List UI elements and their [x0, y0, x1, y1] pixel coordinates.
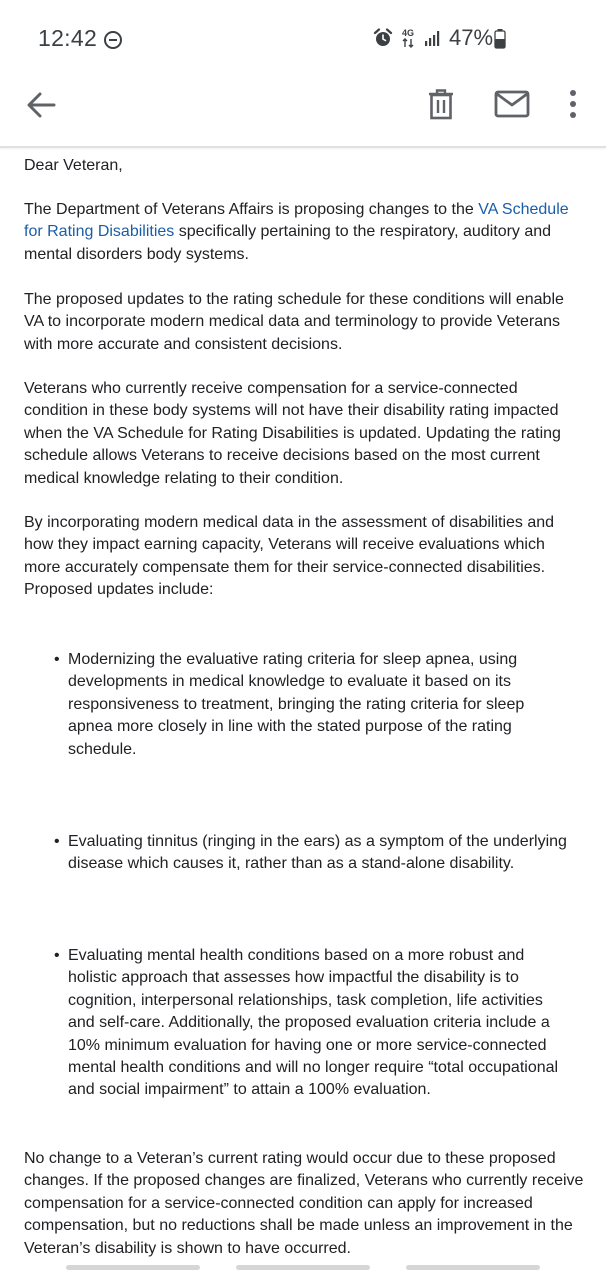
navigation-bar [0, 1257, 606, 1279]
nav-handle[interactable] [406, 1265, 540, 1270]
nav-handle[interactable] [236, 1265, 370, 1270]
bullet-point: • [54, 651, 60, 668]
battery-percent: 47% [449, 25, 494, 50]
svg-text:4G: 4G [402, 28, 415, 38]
bullet-point: • [54, 833, 60, 850]
intro-text-end: specifically pertaining to the respiratory, auditory and mental disorders body systems. [24, 223, 552, 263]
status-bar [0, 0, 606, 78]
paragraph-no-change: No change to a Veteran’s current rating would occur due to these proposed changes. If the proposed changes are finalized, Veterans who currently receive compensation for a service-connected condition can apply for increased compensation, but no reductions shall be made unless an improvement in the Veteran’s disability is shown to have occurred. [24, 1150, 584, 1257]
greeting: Dear Veteran, [24, 157, 123, 174]
list-item [54, 831, 568, 876]
va-schedule-link[interactable]: VA Schedule for Rating Disabilities [24, 201, 569, 241]
list-item [54, 649, 568, 761]
battery-icon [494, 29, 506, 49]
more-vert-icon[interactable] [565, 88, 581, 120]
email-toolbar [0, 78, 606, 148]
data-transfer-icon [401, 27, 415, 49]
delete-icon[interactable] [426, 88, 456, 120]
do-not-disturb-icon [104, 31, 122, 49]
list-item-text: Modernizing the evaluative rating criteria for sleep apnea, using developments in medical knowledge to evaluate it based on its responsiveness to treatment, bringing the rating criteria for sleep apnea more closely in line with the stated purpose of the rating schedule. [68, 651, 525, 758]
paragraph-updates: The proposed updates to the rating schedule for these conditions will enable VA to incorporate modern medical data and terminology to provide Veterans with more accurate and consistent decisions. [24, 291, 564, 353]
bullet-point: • [54, 947, 60, 964]
signal-icon [424, 29, 442, 47]
nav-handle[interactable] [66, 1265, 200, 1270]
intro-text-start: The Department of Veterans Affairs is proposing changes to the [24, 201, 479, 218]
list-item-text: Evaluating tinnitus (ringing in the ears) as a symptom of the underlying disease which causes it, rather than as a stand-alone disability. [68, 833, 567, 873]
list-item [54, 945, 568, 1102]
clock: 12:42 [38, 25, 98, 51]
list-item-text: Evaluating mental health conditions based on a more robust and holistic approach that assesses how impactful the disability is to cognition, interpersonal relationships, task completion, life activities and self-care. Additionally, the proposed evaluation criteria include a 10% minimum evaluation for having one or more service-connected mental health conditions and will no longer require “total occupational and social impairment” to attain a 100% evaluation. [68, 947, 559, 1099]
paragraph-modern-data: By incorporating modern medical data in the assessment of disabilities and how they impact earning capacity, Veterans will receive evaluations which more accurately compensate them for their service-connected disabilities. Proposed updates include: [24, 514, 555, 599]
back-arrow-icon[interactable] [24, 88, 58, 122]
paragraph-intro [24, 199, 584, 266]
paragraph-current-compensation: Veterans who currently receive compensation for a service-connected condition in these body systems will not have their disability rating impacted when the VA Schedule for Rating Disabilities is updated. Updating the rating schedule allows Veterans to receive decisions based on the most current medical knowledge relating to their condition. [24, 380, 561, 487]
alarm-icon [373, 28, 393, 48]
mark-unread-mail-icon[interactable] [494, 90, 530, 118]
